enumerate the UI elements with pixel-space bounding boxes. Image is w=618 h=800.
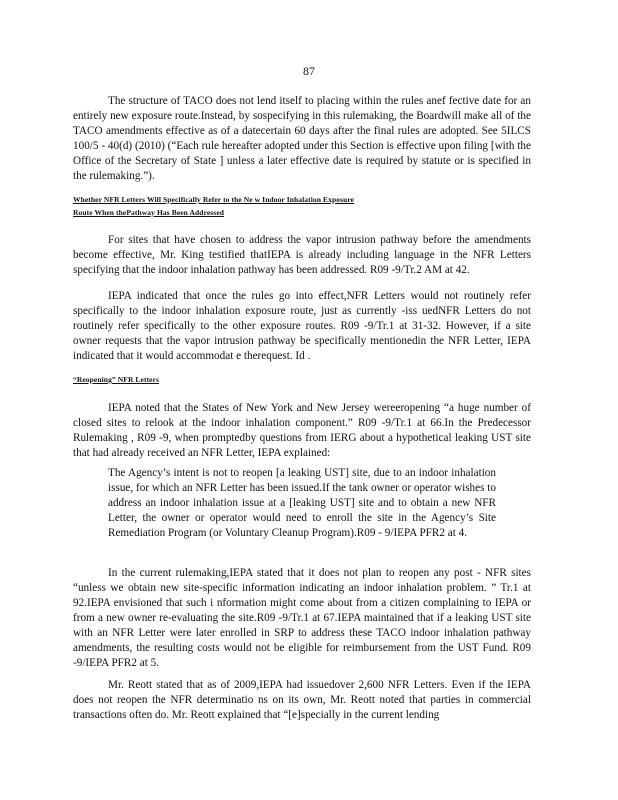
section-heading-nfr-refer [73,193,354,219]
paragraph-vapor-intrusion: For sites that have chosen to address the vapor intrusion pathway before the amendments become effective, Mr. King testified thatIEPA is already including language in the NFR Letters specifying that the indoor inhalation pathway has been addressed. R09 -9/Tr.2 AM at 42. [73,234,531,276]
page-number: 87 [303,64,315,78]
section-heading-line-1: Whether NFR Letters Will Specifically Refer to the Ne w Indoor Inhalation Exposure [73,195,355,204]
section-heading-reopening [73,373,159,386]
paragraph-effective-date: The structure of TACO does not lend itself to placing within the rules anef fective date for an entirely new exposure route.Instead, by sospecifying in this rulemaking, the Boardwill make all of the TACO amendments effective as of a datecertain 60 days after the final rules are adopted. See 5ILCS 100/5 - 40(d) (2010) (“Each rule hereafter adopted under this Section is effective upon filing [with the Office of the Secretary of State ] unless a later effective date is required by statute or is specified in the rulemaking.”). [73,95,531,182]
paragraph-nfr-letters-refer: IEPA indicated that once the rules go into effect,NFR Letters would not routinely refer specifically to the indoor inhalation exposure route, just as currently -iss uedNFR Letters do not routinely refer specifically to the other exposure routes. R09 -9/Tr.1 at 31-32. However, if a site owner requests that the vapor intrusion pathway be specifically mentionedin the NFR Letter, IEPA indicated that it would accommodat e therequest. Id . [73,290,531,362]
paragraph-current-rulemaking: In the current rulemaking,IEPA stated that it does not plan to reopen any post - NFR sites “unless we obtain new site-specific information indicating an indoor inhalation problem. ” Tr.1 at 92.IEPA envisioned that such i nformation might come about from a citizen complaining to IEPA or from a new owner re-evaluating the site.R09 -9/Tr.1 at 67.IEPA maintained that if a leaking UST site with an NFR Letter were later enrolled in SRP to address these TACO indoor inhalation pathway amendments, the resulting costs would not be eligible for reimbursement from the UST Fund. R09 -9/IEPA PFR2 at 5. [73,567,531,669]
paragraph-reott-statement: Mr. Reott stated that as of 2009,IEPA had issuedover 2,600 NFR Letters. Even if the IEPA does not reopen the NFR determinatio ns on its own, Mr. Reott noted that parties in commercial transactions often do. Mr. Reott explained that “[e]specially in the current lending [73,679,531,721]
block-quote-agency-intent: The Agency’s intent is not to reopen [a leaking UST] site, due to an indoor inhalation issue, for which an NFR Letter has been issued.If the tank owner or operator wishes to address an indoor inhalation issue at a [leaking UST] site and to obtain a new NFR Letter, the owner or operator would need to enroll the site in the Agency’s Site Remediation Program (or Voluntary Cleanup Program).R09 - 9/IEPA PFR2 at 4. [108,467,496,539]
section-heading-reopening-text: “Reopening” NFR Letters [73,375,160,384]
paragraph-reopening-states: IEPA noted that the States of New York and New Jersey wereeropening “a huge number of closed sites to relook at the indoor inhalation component.” R09 -9/Tr.1 at 66.In the Predecessor Rulemaking , R09 -9, when promptedby questions from IERG about a hypothetical leaking UST site that had already received an NFR Letter, IEPA explained: [73,402,531,459]
section-heading-line-2: Route When thePathway Has Been Addressed [73,208,225,217]
